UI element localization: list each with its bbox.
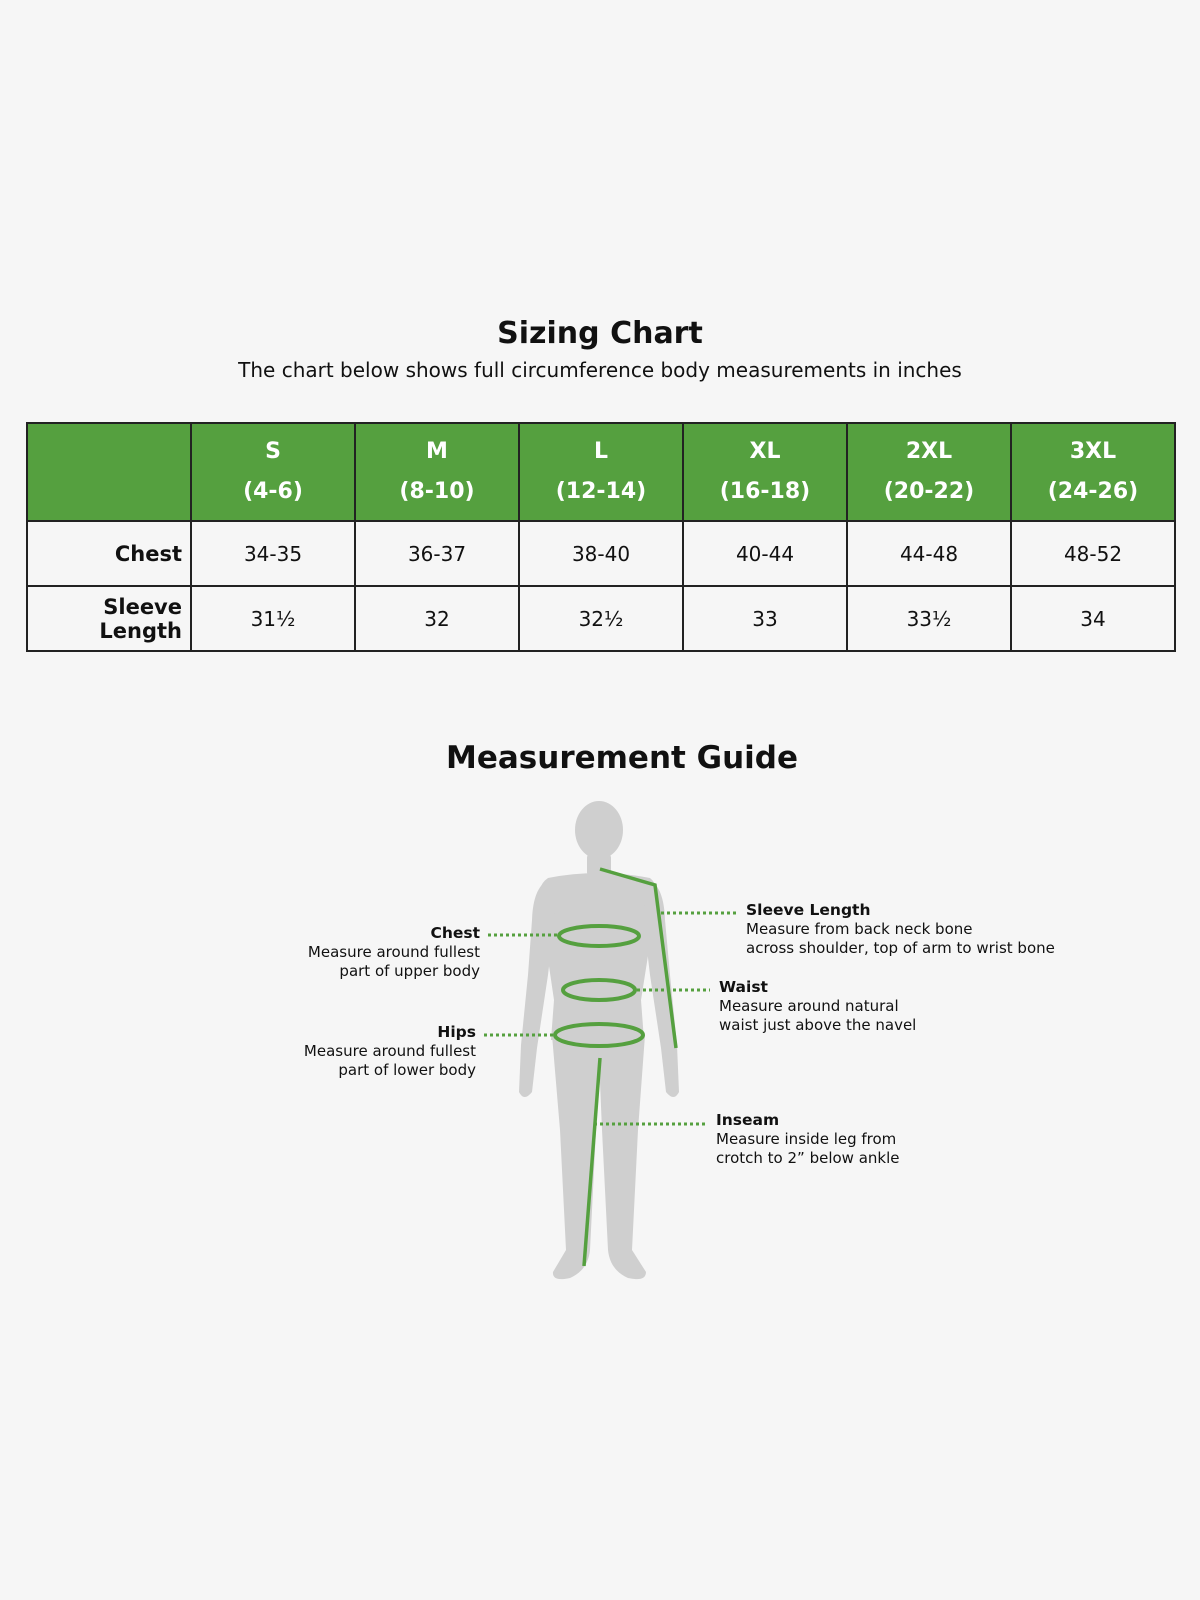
hips-annotation-desc: Measure around fullest part of lower body [303,1042,476,1079]
sleeve-value-cell: 31½ [191,586,355,651]
size-label: XL [749,439,781,464]
left-arm-shape [519,880,555,1097]
chest-annotation-desc: Measure around fullest part of upper body [307,943,480,980]
inseam-annotation-desc: Measure inside leg from crotch to 2” below ankle [716,1130,900,1167]
measurement-guide-title: Measurement Guide [446,740,798,776]
waist-annotation [719,978,959,1035]
size-range: (24-26) [1047,479,1139,504]
size-range: (8-10) [399,479,475,504]
hips-annotation [276,1023,476,1080]
sleeve-annotation-title: Sleeve Length [746,901,871,919]
sleeve-value-cell: 33 [683,586,847,651]
chest-value-cell: 38-40 [519,521,683,586]
size-label: 3XL [1069,439,1117,464]
right-leg-shape [598,1035,646,1279]
size-label: L [593,439,609,464]
waist-annotation-desc: Measure around natural waist just above the navel [719,997,917,1034]
row-label-chest: Chest [27,521,191,586]
chest-value-cell: 40-44 [683,521,847,586]
sleeve-value-cell: 33½ [847,586,1011,651]
torso-shape [539,873,657,1040]
chest-value-cell: 36-37 [355,521,519,586]
sleeve-value-cell: 34 [1011,586,1175,651]
head-shape [575,801,623,859]
sleeve-annotation-desc: Measure from back neck bone across shoulder, top of arm to wrist bone [746,920,1055,957]
size-range: (12-14) [555,479,647,504]
row-label-sleeve-length: Sleeve Length [27,586,191,651]
size-range: (4-6) [243,479,303,504]
body-silhouette [519,801,679,1279]
size-range: (16-18) [719,479,811,504]
chest-value-cell: 34-35 [191,521,355,586]
inseam-annotation [716,1111,956,1168]
chest-annotation-title: Chest [430,924,480,942]
sleeve-annotation [746,901,1066,958]
sizing-chart-subtitle: The chart below shows full circumference body measurements in inches [238,358,962,382]
size-label: S [265,439,281,464]
chest-value-cell: 48-52 [1011,521,1175,586]
sleeve-value-cell: 32½ [519,586,683,651]
sleeve-value-cell: 32 [355,586,519,651]
waist-annotation-title: Waist [719,978,768,996]
size-label: M [426,439,448,464]
size-label: 2XL [905,439,953,464]
chest-value-cell: 44-48 [847,521,1011,586]
chest-annotation [280,924,480,981]
hips-annotation-title: Hips [437,1023,476,1041]
sizing-chart-title: Sizing Chart [497,316,703,351]
inseam-annotation-title: Inseam [716,1111,780,1129]
size-range: (20-22) [883,479,975,504]
